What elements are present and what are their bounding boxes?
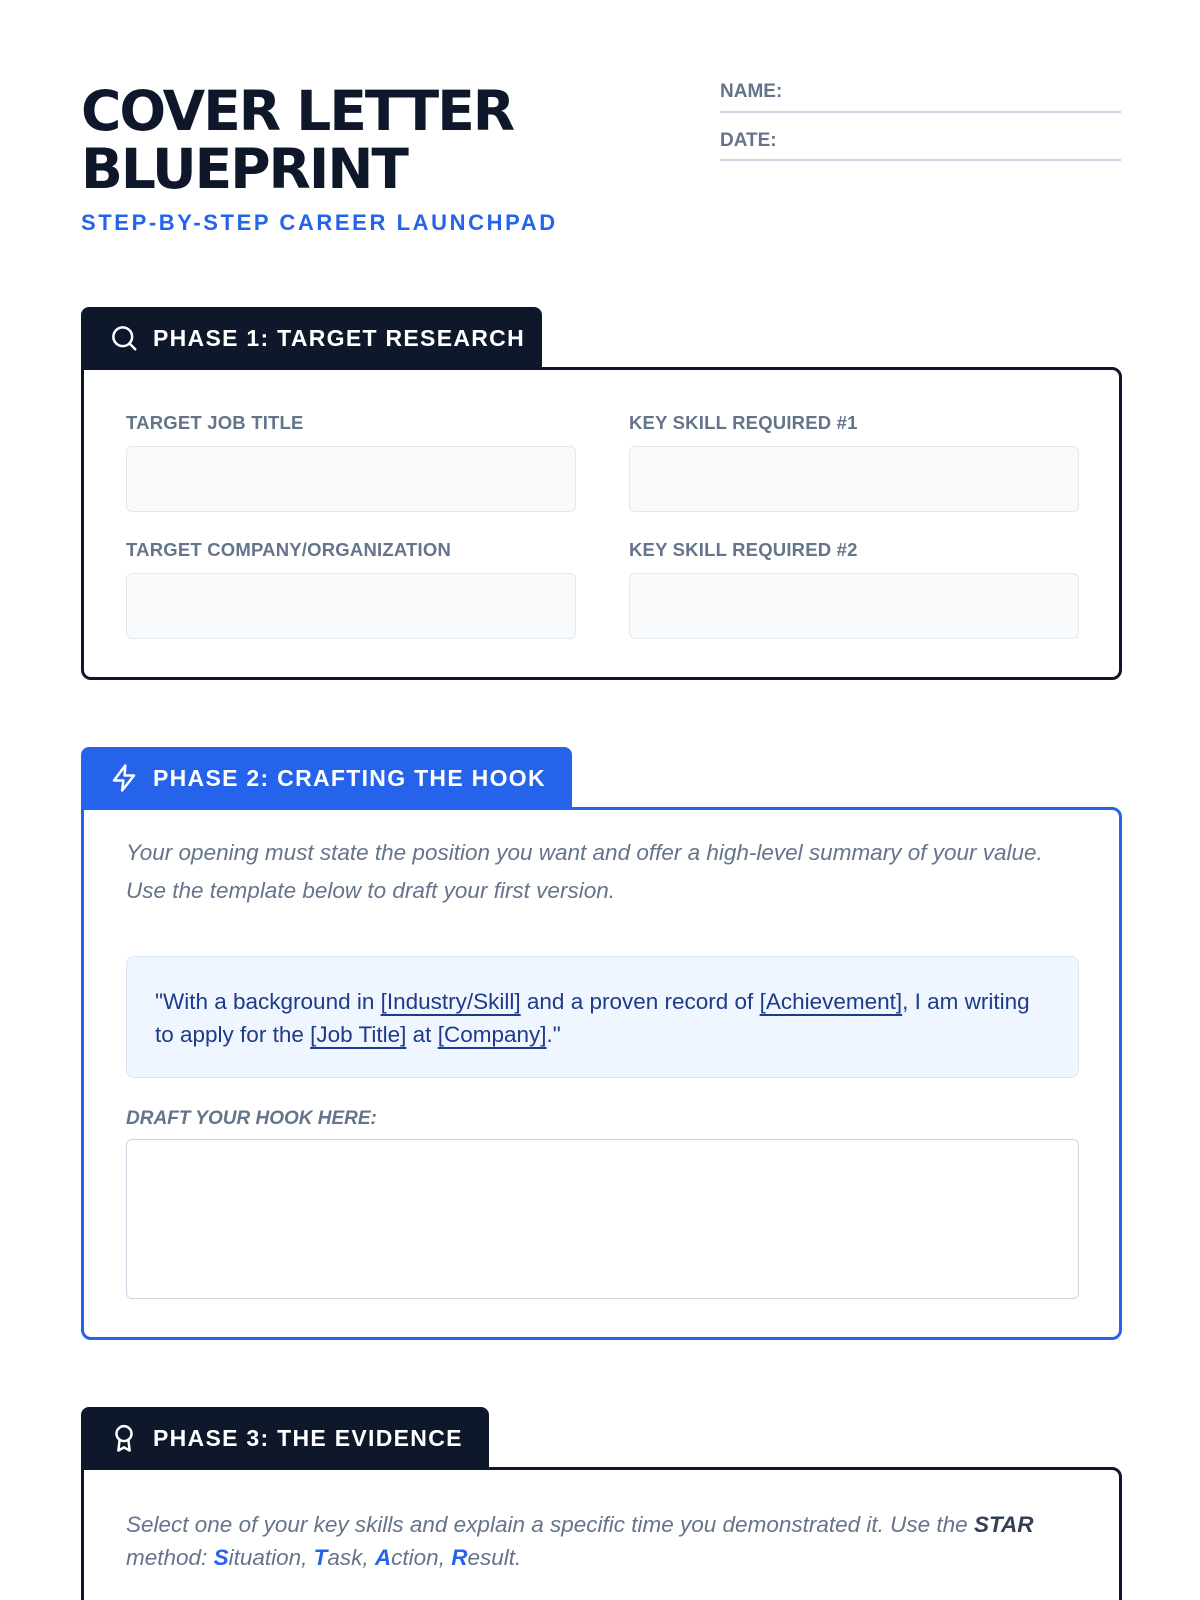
phase2-panel [81,807,1122,1340]
name-label: NAME: [720,81,783,102]
template-text: at [406,1022,438,1047]
phase2-title: PHASE 2: CRAFTING THE HOOK [153,764,546,791]
template-text: "With a background in [155,989,381,1014]
lightning-icon [109,763,139,793]
placeholder-job-title: [Job Title] [310,1022,407,1047]
name-field[interactable] [720,80,1121,113]
phase2-intro: Your opening must state the position you want and offer a high-level summary of your value. Use the template below to draft your first version. [126,840,1043,903]
phase3-intro [126,1508,1086,1574]
skill2-label: KEY SKILL REQUIRED #2 [629,539,858,560]
star-r-rest: esult. [467,1545,522,1570]
placeholder-company: [Company] [437,1022,547,1047]
skill2-input[interactable] [629,573,1079,639]
template-text: , I am writing to apply for the [155,989,1030,1047]
title-line-1: COVER LETTER [81,79,514,143]
phase1-panel [81,367,1122,680]
star-a-rest: ction, [391,1545,452,1570]
job-title-label: TARGET JOB TITLE [126,412,304,433]
draft-hook-label: DRAFT YOUR HOOK HERE: [126,1108,377,1129]
star-s-rest: ituation, [228,1545,314,1570]
phase3-tab [81,1407,489,1469]
draft-hook-textarea[interactable] [126,1139,1079,1299]
date-field[interactable] [720,113,1121,161]
star-t: T [313,1545,328,1570]
meta-fields [720,80,1121,161]
company-input[interactable] [126,573,576,639]
intro-text: Select one of your key skills and explain a specific time you demonstrated it. Use the [126,1512,974,1537]
search-icon [109,323,139,353]
page-subtitle: STEP-BY-STEP CAREER LAUNCHPAD [81,210,558,235]
template-text: and a proven record of [520,989,760,1014]
star-r: R [451,1545,468,1570]
phase3-panel [81,1467,1122,1600]
star-s: S [213,1545,229,1570]
placeholder-industry: [Industry/Skill] [380,989,521,1014]
date-label: DATE: [720,130,777,151]
phase1-tab [81,307,542,369]
template-text: ." [546,1022,561,1047]
company-label: TARGET COMPANY/ORGANIZATION [126,539,452,560]
phase1-title: PHASE 1: TARGET RESEARCH [153,324,525,351]
skill1-label: KEY SKILL REQUIRED #1 [629,412,858,433]
phase2-tab [81,747,572,809]
intro-text: method: [126,1545,214,1570]
award-icon [109,1423,139,1453]
star-t-rest: ask, [327,1545,375,1570]
job-title-input[interactable] [126,446,576,512]
title-line-2: BLUEPRINT [81,137,407,201]
star-label: STAR [973,1512,1034,1537]
hook-template [126,956,1079,1078]
star-a: A [374,1545,392,1570]
page-title [81,79,514,201]
phase3-title: PHASE 3: THE EVIDENCE [153,1424,463,1451]
skill1-input[interactable] [629,446,1079,512]
placeholder-achievement: [Achievement] [759,989,903,1014]
